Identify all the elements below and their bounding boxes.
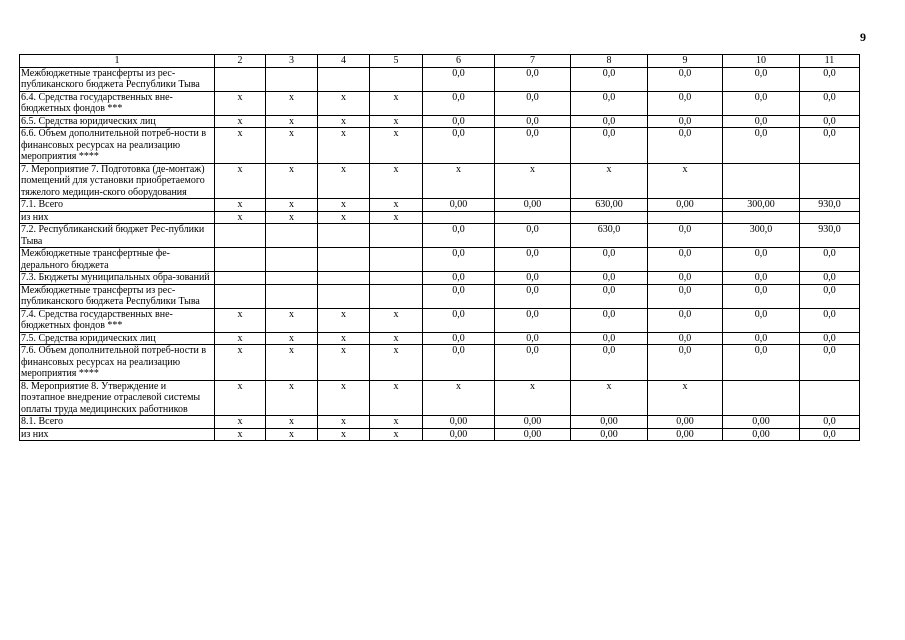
table-row xyxy=(20,115,860,128)
x-marker-cell: x xyxy=(215,380,266,416)
x-marker-cell xyxy=(318,248,370,272)
x-marker-cell xyxy=(215,284,266,308)
x-marker-cell: x xyxy=(266,128,318,164)
row-description: 7. Мероприятие 7. Подготовка (де-монтаж) помещений для установки приобретаемого тяжелого медицин-ского оборудования xyxy=(20,163,215,199)
value-cell xyxy=(800,380,860,416)
row-description: 7.2. Республиканский бюджет Рес-публики Тыва xyxy=(20,224,215,248)
row-description: Межбюджетные трансфертные фе-дерального бюджета xyxy=(20,248,215,272)
x-marker-cell: x xyxy=(215,308,266,332)
row-description: 6.5. Средства юридических лиц xyxy=(20,115,215,128)
x-marker-cell: x xyxy=(215,91,266,115)
value-cell: x xyxy=(423,163,495,199)
value-cell: x xyxy=(495,380,571,416)
value-cell: 0,0 xyxy=(571,67,648,91)
value-cell: 0,0 xyxy=(648,345,723,381)
x-marker-cell xyxy=(318,272,370,285)
x-marker-cell: x xyxy=(370,115,423,128)
table-row xyxy=(20,345,860,381)
row-description: из них xyxy=(20,428,215,441)
value-cell: 0,00 xyxy=(723,416,800,429)
x-marker-cell xyxy=(266,272,318,285)
x-marker-cell: x xyxy=(215,211,266,224)
value-cell: 0,0 xyxy=(800,272,860,285)
value-cell: 0,0 xyxy=(571,308,648,332)
value-cell: 0,0 xyxy=(648,91,723,115)
table-row xyxy=(20,199,860,212)
value-cell: 0,00 xyxy=(723,428,800,441)
value-cell: 930,0 xyxy=(800,199,860,212)
x-marker-cell xyxy=(215,67,266,91)
header-cell: 10 xyxy=(723,55,800,68)
value-cell: 630,00 xyxy=(571,199,648,212)
value-cell xyxy=(723,380,800,416)
value-cell: 0,00 xyxy=(495,428,571,441)
x-marker-cell: x xyxy=(215,332,266,345)
x-marker-cell: x xyxy=(215,416,266,429)
value-cell: 0,0 xyxy=(423,332,495,345)
x-marker-cell: x xyxy=(266,380,318,416)
header-cell: 3 xyxy=(266,55,318,68)
value-cell: 0,0 xyxy=(571,115,648,128)
value-cell: x xyxy=(571,380,648,416)
value-cell: 0,0 xyxy=(423,284,495,308)
x-marker-cell: x xyxy=(370,128,423,164)
x-marker-cell: x xyxy=(215,128,266,164)
value-cell: 0,0 xyxy=(648,332,723,345)
value-cell: 0,0 xyxy=(495,128,571,164)
x-marker-cell: x xyxy=(318,115,370,128)
x-marker-cell: x xyxy=(370,211,423,224)
x-marker-cell: x xyxy=(215,428,266,441)
value-cell: 0,0 xyxy=(495,67,571,91)
x-marker-cell: x xyxy=(318,91,370,115)
value-cell: 0,0 xyxy=(800,428,860,441)
x-marker-cell: x xyxy=(318,416,370,429)
x-marker-cell xyxy=(370,284,423,308)
value-cell: 0,0 xyxy=(723,308,800,332)
header-cell: 2 xyxy=(215,55,266,68)
value-cell: 0,0 xyxy=(723,284,800,308)
table-row xyxy=(20,128,860,164)
table-row xyxy=(20,91,860,115)
value-cell: 0,00 xyxy=(495,199,571,212)
value-cell: 0,0 xyxy=(648,128,723,164)
x-marker-cell: x xyxy=(266,416,318,429)
row-description: Межбюджетные трансферты из рес-публиканского бюджета Республики Тыва xyxy=(20,67,215,91)
value-cell xyxy=(723,211,800,224)
x-marker-cell: x xyxy=(266,308,318,332)
x-marker-cell: x xyxy=(266,428,318,441)
value-cell: x xyxy=(423,380,495,416)
table-row xyxy=(20,211,860,224)
table-row xyxy=(20,380,860,416)
value-cell: 0,0 xyxy=(571,128,648,164)
x-marker-cell: x xyxy=(318,380,370,416)
x-marker-cell xyxy=(266,284,318,308)
x-marker-cell: x xyxy=(370,380,423,416)
value-cell: 0,00 xyxy=(495,416,571,429)
value-cell: 0,0 xyxy=(495,345,571,381)
value-cell: 0,0 xyxy=(648,308,723,332)
header-cell: 8 xyxy=(571,55,648,68)
row-description: 7.1. Всего xyxy=(20,199,215,212)
row-description: 7.6. Объем дополнительной потреб-ности в финансовых ресурсах на реализацию мероприятия **** xyxy=(20,345,215,381)
table-row xyxy=(20,428,860,441)
value-cell: 0,0 xyxy=(495,332,571,345)
value-cell xyxy=(423,211,495,224)
row-description: 7.3. Бюджеты муниципальных обра-зований xyxy=(20,272,215,285)
x-marker-cell: x xyxy=(370,91,423,115)
value-cell xyxy=(723,163,800,199)
value-cell: 0,0 xyxy=(495,224,571,248)
x-marker-cell xyxy=(318,67,370,91)
x-marker-cell xyxy=(266,67,318,91)
value-cell: 0,0 xyxy=(423,248,495,272)
table-row xyxy=(20,248,860,272)
x-marker-cell: x xyxy=(370,199,423,212)
row-description: 7.5. Средства юридических лиц xyxy=(20,332,215,345)
budget-table xyxy=(19,54,860,441)
x-marker-cell: x xyxy=(370,163,423,199)
row-description: из них xyxy=(20,211,215,224)
value-cell: 0,0 xyxy=(723,248,800,272)
table-row xyxy=(20,272,860,285)
value-cell: 0,0 xyxy=(423,345,495,381)
x-marker-cell xyxy=(215,272,266,285)
value-cell: 0,0 xyxy=(800,91,860,115)
table-row xyxy=(20,416,860,429)
x-marker-cell: x xyxy=(215,345,266,381)
x-marker-cell: x xyxy=(318,199,370,212)
value-cell: 0,0 xyxy=(723,128,800,164)
value-cell xyxy=(800,211,860,224)
value-cell: x xyxy=(571,163,648,199)
value-cell xyxy=(495,211,571,224)
value-cell: 0,0 xyxy=(800,308,860,332)
table-row xyxy=(20,308,860,332)
x-marker-cell: x xyxy=(370,308,423,332)
row-description: 8. Мероприятие 8. Утверждение и поэтапное внедрение отраслевой системы оплаты труда медицинских работников xyxy=(20,380,215,416)
x-marker-cell xyxy=(318,224,370,248)
value-cell: 0,0 xyxy=(571,91,648,115)
x-marker-cell: x xyxy=(318,211,370,224)
x-marker-cell: x xyxy=(266,163,318,199)
value-cell: 0,0 xyxy=(571,332,648,345)
value-cell xyxy=(800,163,860,199)
x-marker-cell: x xyxy=(215,199,266,212)
table-row xyxy=(20,332,860,345)
row-description: 8.1. Всего xyxy=(20,416,215,429)
value-cell: 0,0 xyxy=(495,91,571,115)
value-cell: 0,0 xyxy=(800,248,860,272)
value-cell: 0,0 xyxy=(495,115,571,128)
value-cell: 930,0 xyxy=(800,224,860,248)
row-description: 6.6. Объем дополнительной потреб-ности в финансовых ресурсах на реализацию мероприятия **** xyxy=(20,128,215,164)
x-marker-cell: x xyxy=(318,163,370,199)
value-cell: 0,0 xyxy=(648,67,723,91)
value-cell: 0,0 xyxy=(800,332,860,345)
x-marker-cell: x xyxy=(215,163,266,199)
value-cell: 0,00 xyxy=(423,416,495,429)
x-marker-cell: x xyxy=(215,115,266,128)
table-row xyxy=(20,284,860,308)
value-cell: x xyxy=(648,163,723,199)
value-cell: 0,0 xyxy=(648,248,723,272)
x-marker-cell xyxy=(266,224,318,248)
row-description: Межбюджетные трансферты из рес-публиканского бюджета Республики Тыва xyxy=(20,284,215,308)
value-cell: 0,0 xyxy=(423,224,495,248)
value-cell: 0,0 xyxy=(723,115,800,128)
value-cell: 0,0 xyxy=(648,272,723,285)
x-marker-cell: x xyxy=(266,332,318,345)
value-cell: 0,0 xyxy=(571,248,648,272)
x-marker-cell: x xyxy=(318,332,370,345)
value-cell: 0,0 xyxy=(495,272,571,285)
value-cell: 0,0 xyxy=(423,308,495,332)
x-marker-cell xyxy=(370,272,423,285)
x-marker-cell: x xyxy=(266,345,318,381)
value-cell: 0,00 xyxy=(648,199,723,212)
value-cell: 0,00 xyxy=(571,416,648,429)
header-cell: 6 xyxy=(423,55,495,68)
value-cell: 0,00 xyxy=(423,428,495,441)
x-marker-cell xyxy=(266,248,318,272)
table-row xyxy=(20,163,860,199)
table-row xyxy=(20,224,860,248)
header-cell: 1 xyxy=(20,55,215,68)
value-cell: 0,0 xyxy=(648,115,723,128)
value-cell: 0,0 xyxy=(723,91,800,115)
value-cell: 0,0 xyxy=(423,272,495,285)
value-cell xyxy=(571,211,648,224)
x-marker-cell: x xyxy=(370,428,423,441)
x-marker-cell: x xyxy=(266,91,318,115)
x-marker-cell: x xyxy=(370,345,423,381)
value-cell: 300,00 xyxy=(723,199,800,212)
value-cell: 0,0 xyxy=(723,67,800,91)
value-cell: 0,0 xyxy=(423,115,495,128)
value-cell: 0,0 xyxy=(423,91,495,115)
header-cell: 7 xyxy=(495,55,571,68)
header-cell: 4 xyxy=(318,55,370,68)
value-cell: 0,0 xyxy=(800,115,860,128)
header-row xyxy=(20,55,860,68)
x-marker-cell xyxy=(215,248,266,272)
x-marker-cell xyxy=(370,248,423,272)
x-marker-cell: x xyxy=(370,416,423,429)
value-cell: 630,0 xyxy=(571,224,648,248)
value-cell: 0,0 xyxy=(723,345,800,381)
x-marker-cell: x xyxy=(266,199,318,212)
x-marker-cell: x xyxy=(318,345,370,381)
table-row xyxy=(20,67,860,91)
header-cell: 11 xyxy=(800,55,860,68)
value-cell: 0,00 xyxy=(571,428,648,441)
value-cell: 0,0 xyxy=(648,284,723,308)
value-cell: 0,0 xyxy=(571,284,648,308)
value-cell: 0,0 xyxy=(648,224,723,248)
value-cell: 0,0 xyxy=(571,272,648,285)
value-cell: 0,0 xyxy=(495,308,571,332)
value-cell: 0,00 xyxy=(423,199,495,212)
value-cell: 0,0 xyxy=(495,248,571,272)
value-cell xyxy=(648,211,723,224)
value-cell: 0,0 xyxy=(423,67,495,91)
row-description: 7.4. Средства государственных вне-бюджетных фондов *** xyxy=(20,308,215,332)
value-cell: 0,0 xyxy=(423,128,495,164)
value-cell: 0,0 xyxy=(800,128,860,164)
value-cell: 0,0 xyxy=(723,272,800,285)
x-marker-cell xyxy=(370,224,423,248)
value-cell: 0,00 xyxy=(648,428,723,441)
x-marker-cell: x xyxy=(266,115,318,128)
x-marker-cell: x xyxy=(370,332,423,345)
header-cell: 9 xyxy=(648,55,723,68)
value-cell: 0,0 xyxy=(571,345,648,381)
value-cell: 0,00 xyxy=(648,416,723,429)
x-marker-cell: x xyxy=(318,428,370,441)
value-cell: 0,0 xyxy=(800,284,860,308)
row-description: 6.4. Средства государственных вне-бюджетных фондов *** xyxy=(20,91,215,115)
x-marker-cell: x xyxy=(266,211,318,224)
value-cell: 0,0 xyxy=(495,284,571,308)
value-cell: x xyxy=(495,163,571,199)
x-marker-cell: x xyxy=(318,308,370,332)
value-cell: 0,0 xyxy=(723,332,800,345)
value-cell: x xyxy=(648,380,723,416)
header-cell: 5 xyxy=(370,55,423,68)
x-marker-cell xyxy=(318,284,370,308)
value-cell: 300,0 xyxy=(723,224,800,248)
x-marker-cell: x xyxy=(318,128,370,164)
value-cell: 0,0 xyxy=(800,416,860,429)
x-marker-cell xyxy=(215,224,266,248)
x-marker-cell xyxy=(370,67,423,91)
value-cell: 0,0 xyxy=(800,67,860,91)
page-number: 9 xyxy=(860,30,866,44)
value-cell: 0,0 xyxy=(800,345,860,381)
